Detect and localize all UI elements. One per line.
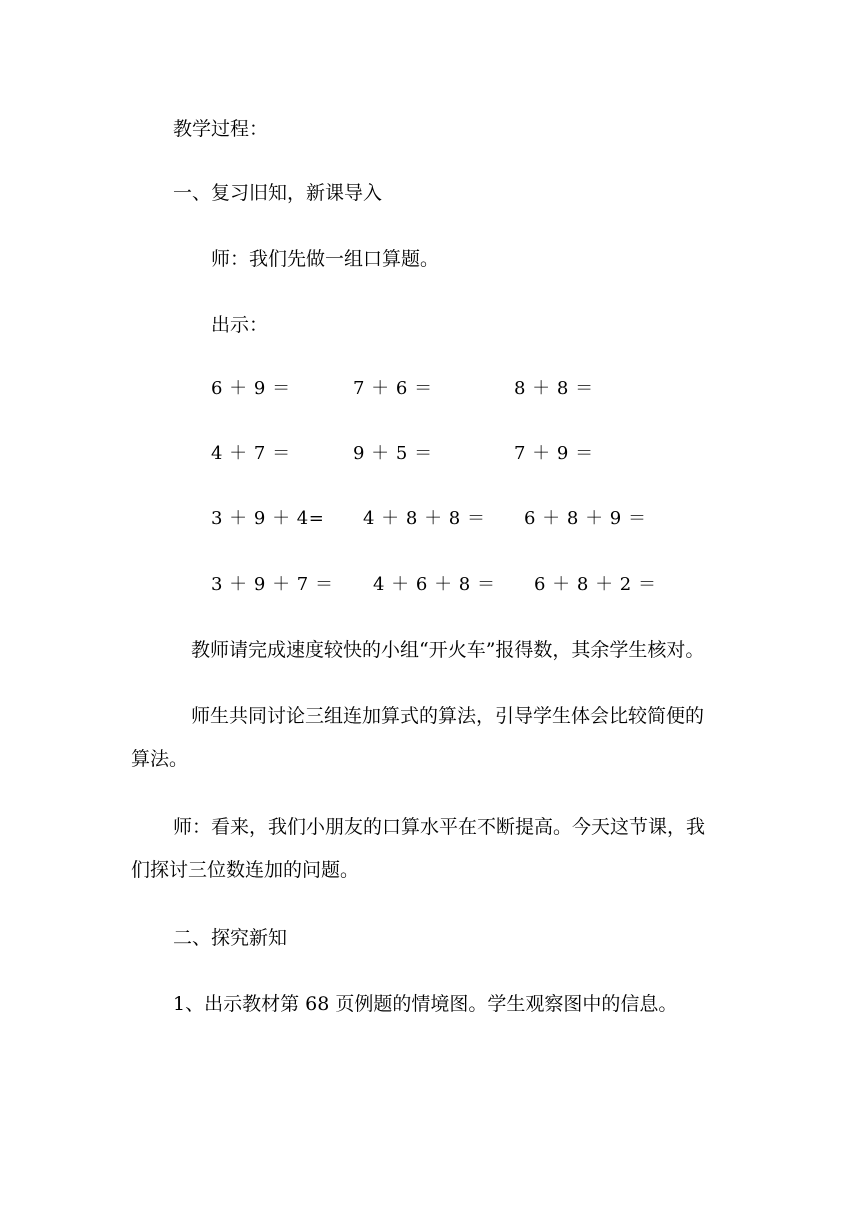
paragraph-discussion-line-2: 算法。 [131,748,189,770]
exercise-2-2: 9 ＋ 5 ＝ [353,443,433,464]
exercise-3-2: 4 ＋ 8 ＋ 8 ＝ [363,508,486,529]
teaching-process-heading: 教学过程： [173,118,269,140]
paragraph-train-game: 教师请完成速度较快的小组“开火车”报得数，其余学生核对。 [191,639,705,661]
exercise-3-3: 6 ＋ 8 ＋ 9 ＝ [524,508,647,529]
teacher-line-1: 师：我们先做一组口算题。 [211,248,440,270]
exercise-4-1: 3 ＋ 9 ＋ 7 ＝ [211,574,334,595]
exercise-1-3: 8 ＋ 8 ＝ [514,378,594,399]
paragraph-teacher-2-line-1: 师：看来，我们小朋友的口算水平在不断提高。今天这节课，我 [173,816,706,838]
paragraph-teacher-2-line-2: 们探讨三位数连加的问题。 [131,859,360,881]
exercise-4-3: 6 ＋ 8 ＋ 2 ＝ [534,574,657,595]
exercise-1-2: 7 ＋ 6 ＝ [353,378,433,399]
exercise-2-1: 4 ＋ 7 ＝ [211,443,291,464]
item-1: 1、出示教材第 68 页例题的情境图。学生观察图中的信息。 [173,993,678,1015]
show-label: 出示： [211,314,269,336]
paragraph-discussion-line-1: 师生共同讨论三组连加算式的算法，引导学生体会比较简便的 [191,705,705,727]
exercise-3-1: 3 ＋ 9 ＋ 4= [211,508,325,529]
exercise-1-1: 6 ＋ 9 ＝ [211,378,291,399]
section-1-title: 一、复习旧知，新课导入 [173,182,383,204]
section-2-title: 二、探究新知 [173,927,288,949]
exercise-2-3: 7 ＋ 9 ＝ [514,443,594,464]
exercise-4-2: 4 ＋ 6 ＋ 8 ＝ [373,574,496,595]
